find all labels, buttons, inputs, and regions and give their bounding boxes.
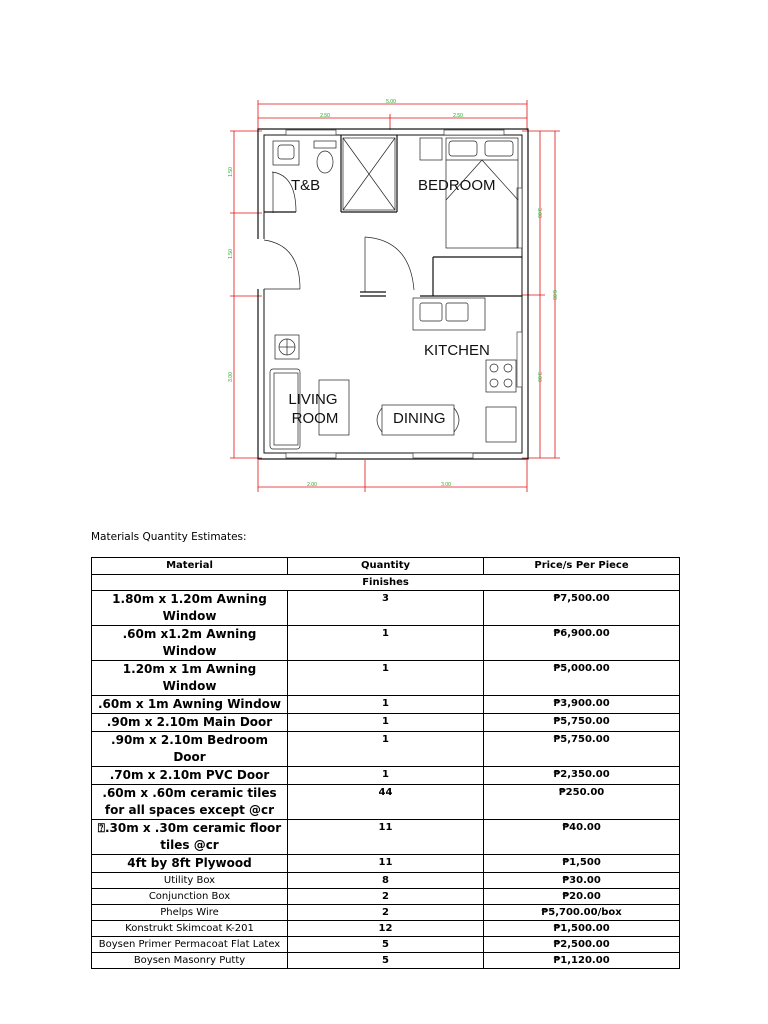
table-row — [92, 591, 680, 626]
cell-material: .60m x .60m ceramic tiles for all spaces except @cr — [92, 785, 288, 820]
cell-material: 4ft by 8ft Plywood — [92, 855, 288, 873]
room-label-dining: DINING — [393, 410, 446, 427]
cell-quantity: 3 — [288, 591, 484, 626]
table-row — [92, 905, 680, 921]
dim-top-left: 2.50 — [320, 113, 330, 119]
table-row — [92, 626, 680, 661]
dim-left-2: 1.50 — [228, 249, 234, 259]
table-row — [92, 785, 680, 820]
doors — [264, 172, 414, 292]
cell-price: ₱5,750.00 — [484, 714, 680, 732]
cell-quantity: 1 — [288, 714, 484, 732]
table-row — [92, 696, 680, 714]
table-row — [92, 855, 680, 873]
table-row — [92, 732, 680, 767]
floor-plan — [0, 0, 768, 500]
cell-material: Conjunction Box — [92, 889, 288, 905]
cell-price: ₱5,700.00/box — [484, 905, 680, 921]
cell-quantity: 5 — [288, 953, 484, 969]
header-quantity: Quantity — [288, 558, 484, 575]
dim-left-1: 1.50 — [228, 167, 234, 177]
cell-price: ₱2,500.00 — [484, 937, 680, 953]
cell-material: Konstrukt Skimcoat K-201 — [92, 921, 288, 937]
cell-price: ₱20.00 — [484, 889, 680, 905]
materials-table — [91, 557, 680, 969]
header-price: Price/s Per Piece — [484, 558, 680, 575]
cell-material: Utility Box — [92, 873, 288, 889]
dim-right-total: 6.00 — [551, 290, 557, 300]
room-label-living: LIVING ROOM — [288, 391, 339, 427]
cell-quantity: 8 — [288, 873, 484, 889]
cell-material: .70m x 2.10m PVC Door — [92, 767, 288, 785]
cell-quantity: 1 — [288, 661, 484, 696]
table-row — [92, 921, 680, 937]
table-row — [92, 889, 680, 905]
cell-price: ₱7,500.00 — [484, 591, 680, 626]
cell-price: ₱5,750.00 — [484, 732, 680, 767]
cell-quantity: 1 — [288, 696, 484, 714]
cell-material: .90m x 2.10m Bedroom Door — [92, 732, 288, 767]
cell-quantity: 5 — [288, 937, 484, 953]
room-labels — [288, 177, 495, 427]
cell-price: ₱6,900.00 — [484, 626, 680, 661]
dim-top-total: 5.00 — [386, 99, 396, 105]
cell-material: .60m x1.2m Awning Window — [92, 626, 288, 661]
table-row — [92, 873, 680, 889]
cell-quantity: 11 — [288, 855, 484, 873]
cell-material: Boysen Masonry Putty — [92, 953, 288, 969]
cell-material: Phelps Wire — [92, 905, 288, 921]
dim-top-right: 2.50 — [453, 113, 463, 119]
cell-material: Boysen Primer Permacoat Flat Latex — [92, 937, 288, 953]
dim-bottom-right: 3.00 — [441, 482, 451, 488]
table-row — [92, 820, 680, 855]
cell-price: ₱3,900.00 — [484, 696, 680, 714]
cell-quantity: 2 — [288, 889, 484, 905]
room-label-bedroom: BEDROOM — [418, 177, 496, 194]
cell-price: ₱2,350.00 — [484, 767, 680, 785]
table-row — [92, 661, 680, 696]
section-row — [92, 575, 680, 591]
dimension-labels — [228, 99, 557, 488]
table-row — [92, 714, 680, 732]
table-row — [92, 953, 680, 969]
cell-price: ₱250.00 — [484, 785, 680, 820]
header-material: Material — [92, 558, 288, 575]
dim-right-2: 3.00 — [536, 372, 542, 382]
cell-price: ₱1,500 — [484, 855, 680, 873]
cell-material: ⍰.30m x .30m ceramic floor tiles @cr — [92, 820, 288, 855]
table-header-row — [92, 558, 680, 575]
cell-price: ₱5,000.00 — [484, 661, 680, 696]
cell-quantity: 12 — [288, 921, 484, 937]
dim-right-1: 3.00 — [536, 208, 542, 218]
cell-material: .90m x 2.10m Main Door — [92, 714, 288, 732]
section-title: Finishes — [92, 575, 680, 591]
section-caption: Materials Quantity Estimates: — [91, 531, 247, 543]
cell-price: ₱30.00 — [484, 873, 680, 889]
cell-quantity: 1 — [288, 626, 484, 661]
cell-material: .60m x 1m Awning Window — [92, 696, 288, 714]
cell-price: ₱40.00 — [484, 820, 680, 855]
cell-price: ₱1,120.00 — [484, 953, 680, 969]
cell-quantity: 1 — [288, 732, 484, 767]
cell-quantity: 1 — [288, 767, 484, 785]
cell-material: 1.80m x 1.20m Awning Window — [92, 591, 288, 626]
room-label-kitchen: KITCHEN — [424, 342, 490, 359]
cell-price: ₱1,500.00 — [484, 921, 680, 937]
room-label-tb: T&B — [291, 177, 321, 194]
cell-quantity: 11 — [288, 820, 484, 855]
table-row — [92, 767, 680, 785]
cell-quantity: 44 — [288, 785, 484, 820]
dim-bottom-left: 2.00 — [307, 482, 317, 488]
dim-left-3: 3.00 — [228, 372, 234, 382]
table-row — [92, 937, 680, 953]
cell-quantity: 2 — [288, 905, 484, 921]
tb-fixtures — [273, 138, 395, 210]
cell-material: 1.20m x 1m Awning Window — [92, 661, 288, 696]
